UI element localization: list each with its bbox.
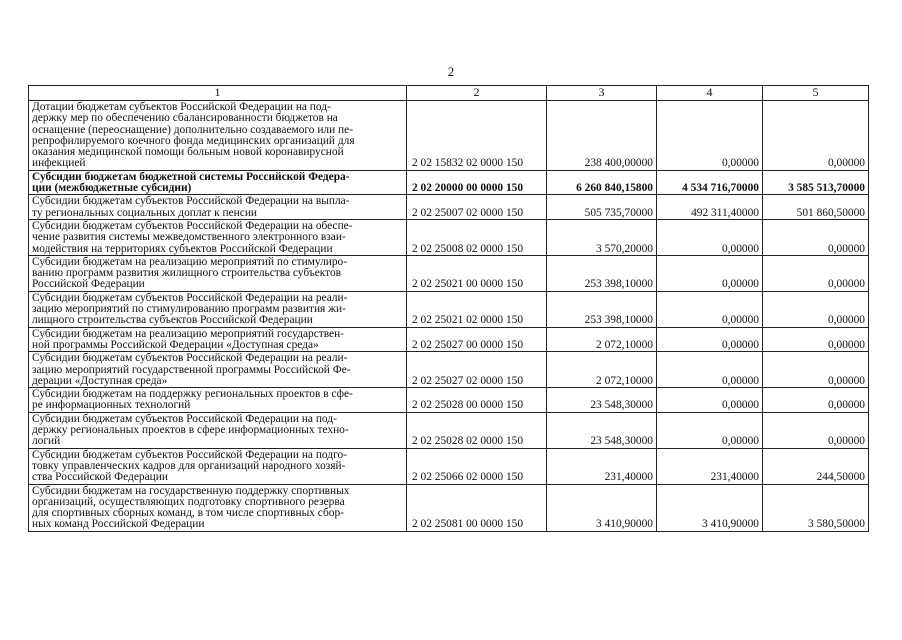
value-col3: 253 398,10000 <box>547 255 657 291</box>
value-col3: 505 735,70000 <box>547 195 657 220</box>
value-col3: 6 260 840,15800 <box>547 170 657 195</box>
budget-code: 2 02 25021 00 0000 150 <box>407 255 547 291</box>
row-description: Субсидии бюджетам на государственную поддержку спортивных организаций, осуществляющих подготовку спортивного резерва для спортивных сборных команд, в том числе спортивных сбор- ных команд Российской Федерации <box>29 484 407 531</box>
value-col5: 0,00000 <box>763 388 869 413</box>
column-number-row <box>29 86 869 101</box>
value-col3: 2 072,10000 <box>547 327 657 352</box>
value-col5: 0,00000 <box>763 219 869 255</box>
budget-code: 2 02 25027 00 0000 150 <box>407 327 547 352</box>
value-col5: 501 860,50000 <box>763 195 869 220</box>
budget-code: 2 02 25028 00 0000 150 <box>407 388 547 413</box>
column-header: 4 <box>657 86 763 101</box>
value-col4: 0,00000 <box>657 101 763 171</box>
value-col5: 0,00000 <box>763 327 869 352</box>
value-col3: 3 570,20000 <box>547 219 657 255</box>
budget-code: 2 02 25021 02 0000 150 <box>407 291 547 327</box>
row-description: Субсидии бюджетам субъектов Российской Федерации на под- держку региональных проектов в сфере информационных техно- логий <box>29 412 407 448</box>
budget-code: 2 02 25066 02 0000 150 <box>407 448 547 484</box>
value-col4: 492 311,40000 <box>657 195 763 220</box>
value-col3: 23 548,30000 <box>547 388 657 413</box>
value-col5: 0,00000 <box>763 101 869 171</box>
row-description: Субсидии бюджетам субъектов Российской Федерации на реали- зацию мероприятий государственной программы Российской Фе- дерации «Доступная среда» <box>29 352 407 388</box>
table-row <box>29 327 869 352</box>
row-description: Субсидии бюджетам субъектов Российской Федерации на реали- зацию мероприятий по стимулированию программ развития жи- лищного строительства субъектов Российской Федерации <box>29 291 407 327</box>
table-row <box>29 448 869 484</box>
row-description: Субсидии бюджетам на поддержку региональных проектов в сфе- ре информационных технологий <box>29 388 407 413</box>
value-col5: 0,00000 <box>763 291 869 327</box>
column-header: 2 <box>407 86 547 101</box>
value-col5: 0,00000 <box>763 255 869 291</box>
value-col4: 0,00000 <box>657 219 763 255</box>
row-description: Субсидии бюджетам субъектов Российской Федерации на выпла- ту региональных социальных доплат к пенсии <box>29 195 407 220</box>
table-row <box>29 195 869 220</box>
row-description: Субсидии бюджетам на реализацию мероприятий государствен- ной программы Российской Федерации «Доступная среда» <box>29 327 407 352</box>
table-row <box>29 101 869 171</box>
value-col4: 0,00000 <box>657 388 763 413</box>
column-header: 5 <box>763 86 869 101</box>
table-row <box>29 255 869 291</box>
table-row <box>29 291 869 327</box>
value-col3: 3 410,90000 <box>547 484 657 531</box>
value-col4: 231,40000 <box>657 448 763 484</box>
value-col5: 0,00000 <box>763 352 869 388</box>
row-description: Субсидии бюджетам на реализацию мероприятий по стимулиро- ванию программ развития жилищного строительства субъектов Российской Федерации <box>29 255 407 291</box>
value-col4: 0,00000 <box>657 255 763 291</box>
value-col4: 3 410,90000 <box>657 484 763 531</box>
value-col3: 2 072,10000 <box>547 352 657 388</box>
budget-code: 2 02 25081 00 0000 150 <box>407 484 547 531</box>
page-number: 2 <box>447 64 455 79</box>
column-header: 1 <box>29 86 407 101</box>
budget-code: 2 02 25007 02 0000 150 <box>407 195 547 220</box>
value-col4: 0,00000 <box>657 327 763 352</box>
value-col3: 253 398,10000 <box>547 291 657 327</box>
budget-code: 2 02 20000 00 0000 150 <box>407 170 547 195</box>
value-col3: 238 400,00000 <box>547 101 657 171</box>
value-col4: 4 534 716,70000 <box>657 170 763 195</box>
budget-table <box>28 85 869 532</box>
value-col3: 231,40000 <box>547 448 657 484</box>
value-col5: 244,50000 <box>763 448 869 484</box>
value-col4: 0,00000 <box>657 291 763 327</box>
value-col3: 23 548,30000 <box>547 412 657 448</box>
budget-code: 2 02 15832 02 0000 150 <box>407 101 547 171</box>
budget-code: 2 02 25008 02 0000 150 <box>407 219 547 255</box>
row-description: Субсидии бюджетам бюджетной системы Российской Федера- ции (межбюджетные субсидии) <box>29 170 407 195</box>
row-description: Субсидии бюджетам субъектов Российской Федерации на подго- товку управленческих кадров для организаций народного хозяй- ства Российской Федерации <box>29 448 407 484</box>
table-row <box>29 388 869 413</box>
budget-code: 2 02 25028 02 0000 150 <box>407 412 547 448</box>
table-row <box>29 484 869 531</box>
table-row <box>29 352 869 388</box>
budget-code: 2 02 25027 02 0000 150 <box>407 352 547 388</box>
value-col4: 0,00000 <box>657 352 763 388</box>
table-row <box>29 412 869 448</box>
table-row <box>29 170 869 195</box>
row-description: Субсидии бюджетам субъектов Российской Федерации на обеспе- чение развития системы межведомственного электронного взаи- модействия на территориях субъектов Российской Федерации <box>29 219 407 255</box>
table-row <box>29 219 869 255</box>
value-col5: 0,00000 <box>763 412 869 448</box>
row-description: Дотации бюджетам субъектов Российской Федерации на под- держку мер по обеспечению сбалансированности бюджетов на оснащение (переоснащение) дополнительно создаваемого или пе- репрофилируемого коечного фонда медицинских организаций для оказания медицинской помощи больным новой коронавирусной инфекцией <box>29 101 407 171</box>
value-col5: 3 580,50000 <box>763 484 869 531</box>
value-col5: 3 585 513,70000 <box>763 170 869 195</box>
value-col4: 0,00000 <box>657 412 763 448</box>
column-header: 3 <box>547 86 657 101</box>
